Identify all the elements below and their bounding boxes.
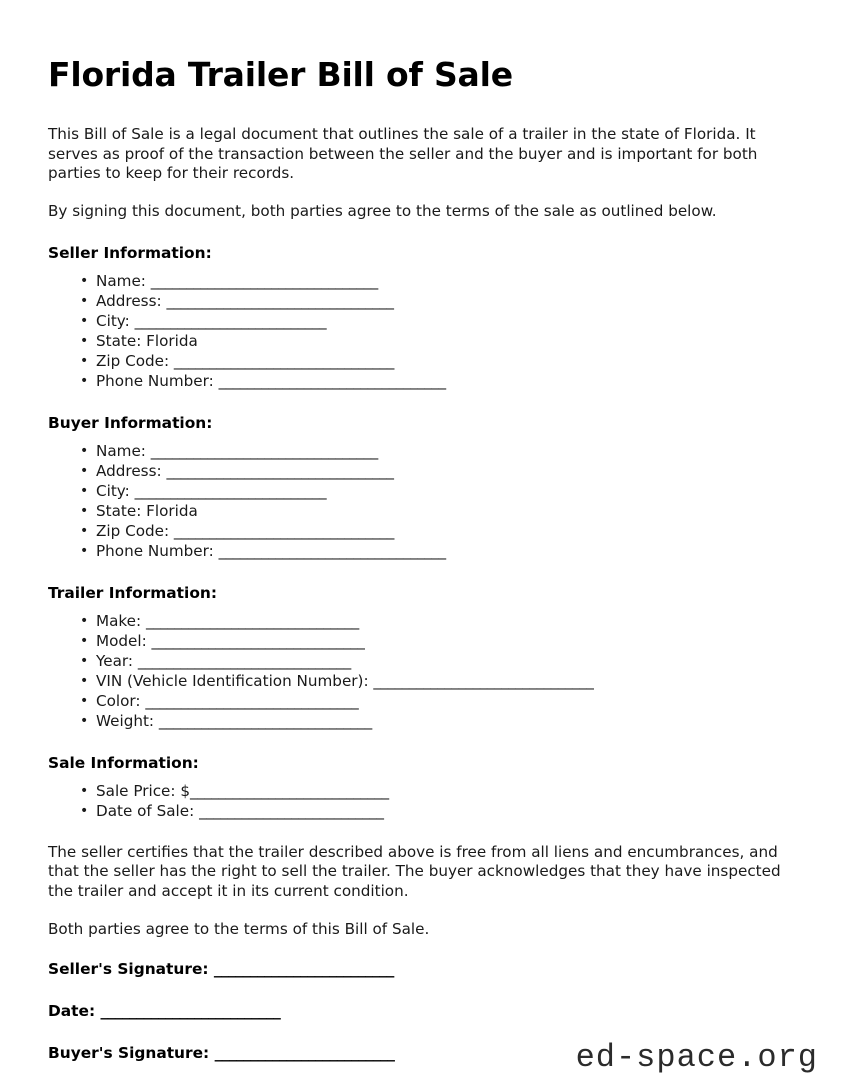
list-item — [48, 711, 796, 731]
field-label: Phone Number: — [96, 541, 219, 560]
list-item — [48, 541, 796, 561]
list-item — [48, 481, 796, 501]
sale-field-list — [48, 781, 796, 821]
seller-signature-blank-line[interactable]: _________________________ — [213, 960, 394, 979]
list-item — [48, 671, 796, 691]
list-item — [48, 631, 796, 651]
list-item — [48, 781, 796, 801]
list-item — [48, 611, 796, 631]
field-label: Address: — [96, 461, 167, 480]
field-label: Name: — [96, 271, 151, 290]
buyer-signature-blank-line[interactable]: _________________________ — [214, 1044, 395, 1063]
field-blank-line[interactable]: ______________________________ — [145, 691, 359, 710]
seller-signature-row — [48, 959, 796, 979]
field-label: City: — [96, 481, 135, 500]
agreement-paragraph: Both parties agree to the terms of this Bill of Sale. — [48, 919, 430, 938]
field-blank-line[interactable]: ______________________________ — [137, 651, 351, 670]
field-blank-line[interactable]: _______________________________ — [173, 351, 394, 370]
field-label: Year: — [96, 651, 138, 670]
list-item — [48, 651, 796, 671]
seller-section-heading: Seller Information: — [48, 243, 212, 262]
field-label: Zip Code: — [96, 521, 174, 540]
list-item — [48, 271, 796, 291]
field-blank-line[interactable]: _______________________________ — [173, 521, 394, 540]
signature-date-row — [48, 1001, 796, 1021]
sale-section-heading: Sale Information: — [48, 753, 199, 772]
list-item — [48, 351, 796, 371]
field-blank-line[interactable]: ______________________________ — [151, 631, 365, 650]
field-label: Model: — [96, 631, 152, 650]
trailer-field-list — [48, 611, 796, 731]
field-blank-line[interactable]: ______________________________ — [145, 611, 359, 630]
list-item — [48, 691, 796, 711]
field-blank-line[interactable]: ________________________________ — [150, 441, 378, 460]
list-item — [48, 801, 796, 821]
page-title: Florida Trailer Bill of Sale — [48, 55, 513, 94]
watermark-ed-space-org: ed-space.org — [575, 1039, 818, 1076]
byline-paragraph: By signing this document, both parties agree to the terms of the sale as outlined below. — [48, 202, 717, 221]
field-label: Sale Price: $ — [96, 781, 190, 800]
field-label: City: — [96, 311, 135, 330]
field-blank-line[interactable]: ________________________________ — [166, 461, 394, 480]
list-item — [48, 521, 796, 541]
field-blank-line[interactable]: ____________________________ — [190, 781, 389, 800]
buyer-section-heading: Buyer Information: — [48, 413, 213, 432]
list-item — [48, 331, 796, 351]
field-label: Weight: — [96, 711, 159, 730]
field-label: Name: — [96, 441, 151, 460]
field-blank-line[interactable]: ______________________________ — [158, 711, 372, 730]
seller-signature-label: Seller's Signature: — [48, 960, 214, 979]
field-label: State: Florida — [96, 331, 198, 350]
buyer-signature-label: Buyer's Signature: — [48, 1044, 215, 1063]
field-blank-line[interactable]: ________________________________ — [166, 291, 394, 310]
field-label: Phone Number: — [96, 371, 219, 390]
list-item — [48, 461, 796, 481]
list-item — [48, 371, 796, 391]
field-blank-line[interactable]: ________________________________ — [218, 541, 446, 560]
field-label: Make: — [96, 611, 146, 630]
field-blank-line[interactable]: ________________________________ — [150, 271, 378, 290]
field-blank-line[interactable]: _______________________________ — [373, 671, 594, 690]
seller-field-list — [48, 271, 796, 391]
field-label: Color: — [96, 691, 146, 710]
signature-date-label: Date: — [48, 1002, 101, 1021]
field-label: Address: — [96, 291, 167, 310]
buyer-field-list — [48, 441, 796, 561]
signature-date-blank-line[interactable]: _________________________ — [100, 1002, 281, 1021]
field-label: VIN (Vehicle Identification Number): — [96, 671, 374, 690]
field-blank-line[interactable]: ___________________________ — [134, 481, 327, 500]
list-item — [48, 441, 796, 461]
field-label: Date of Sale: — [96, 801, 200, 820]
field-blank-line[interactable]: ________________________________ — [218, 371, 446, 390]
field-label: Zip Code: — [96, 351, 174, 370]
field-blank-line[interactable]: ___________________________ — [134, 311, 327, 330]
field-blank-line[interactable]: __________________________ — [199, 801, 384, 820]
trailer-section-heading: Trailer Information: — [48, 583, 218, 602]
list-item — [48, 311, 796, 331]
certification-paragraph: The seller certifies that the trailer described above is free from all liens and encumbrances, and that the seller has the right to sell the trailer. The buyer acknowledges that they have inspected the trailer and accept it in its current condition. — [48, 842, 781, 900]
field-label: State: Florida — [96, 501, 198, 520]
list-item — [48, 501, 796, 521]
intro-paragraph: This Bill of Sale is a legal document that outlines the sale of a trailer in the state of Florida. It serves as proof of the transaction between the seller and the buyer and is important for both parties to keep for their records. — [48, 124, 758, 183]
list-item — [48, 291, 796, 311]
